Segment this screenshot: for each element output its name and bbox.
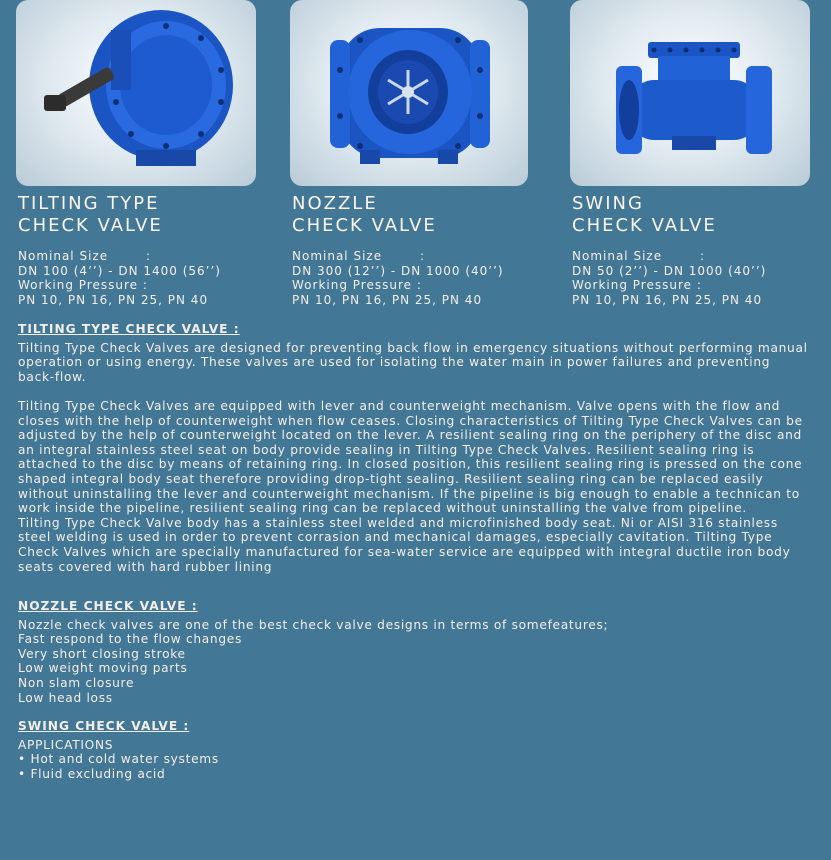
- title-line-2: CHECK VALVE: [572, 215, 717, 236]
- tilting-heading: TILTING TYPE CHECK VALVE :: [18, 322, 240, 336]
- swing-line: APPLICATIONS: [18, 737, 114, 752]
- tilting-body: Tilting Type Check Valve body has a stainless steel welded and microfinished body seat. Ni or AISI 316 stainless steel welding is used in order to prevent corrasion and mechanical damages, especially cavitation. Tilting Type Check Valves which are specially manufactured for sea-water service are equipped with integral ductile iron body seats covered with hard rubber lining: [18, 515, 791, 574]
- nozzle-line: Nozzle check valves are one of the best check valve designs in terms of somefeatures;: [18, 617, 609, 632]
- working-pressure-value: PN 10, PN 16, PN 25, PN 40: [572, 292, 763, 307]
- title-line-2: CHECK VALVE: [292, 215, 437, 236]
- nozzle-section: [18, 599, 808, 705]
- product-specs: [572, 249, 766, 307]
- title-line-1: TILTING TYPE: [18, 193, 160, 214]
- product-title: [572, 193, 717, 237]
- swing-heading: SWING CHECK VALVE :: [18, 719, 190, 733]
- tilting-details: Tilting Type Check Valves are equipped with lever and counterweight mechanism. Valve opens with the flow and closes with the help of counterweight when flow ceases. Closing characteristics of Tilting Type Check Valves can be adjusted by the help of counterweight located on the lever. A resilient sealing ring on the periphery of the disc and an integral stainless steel seat on body provide sealing in Tilting Type Check Valves. Resilient sealing ring is attached to the disc by means of retaining ring. In closed position, this resilient sealing ring is pressed on the cone shaped integral body seat therefore providing drop-tight sealing. Resilient sealing ring can be replaced easily without uninstalling the lever and counterweight mechanism. If the pipeline is big enough to enable a technican to work inside the pipeline, resilient sealing ring can be replaced without uninstalling the valve from pipeline.: [18, 398, 803, 516]
- product-specs: [292, 249, 504, 307]
- swing-line: • Hot and cold water systems: [18, 752, 219, 767]
- tilting-valve-image: [16, 0, 256, 186]
- nozzle-line: Very short closing stroke: [18, 646, 186, 661]
- swing-valve-image: [570, 0, 810, 186]
- working-pressure-label: Working Pressure :: [292, 278, 422, 293]
- working-pressure-value: PN 10, PN 16, PN 25, PN 40: [18, 292, 209, 307]
- nozzle-line: Fast respond to the flow changes: [18, 632, 243, 647]
- working-pressure-label: Working Pressure :: [18, 278, 148, 293]
- nominal-size-value: DN 300 (12’’) - DN 1000 (40’’): [292, 263, 504, 278]
- product-card-swing: [570, 0, 810, 307]
- product-title: [292, 193, 437, 237]
- tilting-intro: Tilting Type Check Valves are designed for preventing back flow in emergency situations without performing manual operation or using energy. These valves are used for isolating the water main in power failures and preventing back-flow.: [18, 340, 808, 384]
- nominal-size-colon: :: [146, 249, 152, 263]
- product-title: [18, 193, 163, 237]
- nominal-size-colon: :: [420, 249, 426, 263]
- nozzle-line: Low weight moving parts: [18, 661, 188, 676]
- title-line-1: SWING: [572, 193, 644, 214]
- tilting-section: [18, 322, 808, 574]
- nominal-size-label: Nominal Size: [572, 249, 663, 263]
- product-card-nozzle: [290, 0, 528, 307]
- nozzle-valve-image: [290, 0, 528, 186]
- swing-line: • Fluid excluding acid: [18, 766, 166, 781]
- title-line-1: NOZZLE: [292, 193, 378, 214]
- nominal-size-colon: :: [700, 249, 706, 263]
- nominal-size-label: Nominal Size: [292, 249, 383, 263]
- nozzle-heading: NOZZLE CHECK VALVE :: [18, 599, 198, 613]
- title-line-2: CHECK VALVE: [18, 215, 163, 236]
- product-specs: [18, 249, 221, 307]
- nominal-size-label: Nominal Size: [18, 249, 109, 263]
- nominal-size-value: DN 50 (2’’) - DN 1000 (40’’): [572, 263, 767, 278]
- working-pressure-value: PN 10, PN 16, PN 25, PN 40: [292, 292, 483, 307]
- swing-section: [18, 719, 808, 781]
- nozzle-line: Low head loss: [18, 690, 113, 705]
- nozzle-line: Non slam closure: [18, 675, 135, 690]
- working-pressure-label: Working Pressure :: [572, 278, 702, 293]
- product-card-tilting: [16, 0, 256, 307]
- nominal-size-value: DN 100 (4’’) - DN 1400 (56’’): [18, 263, 221, 278]
